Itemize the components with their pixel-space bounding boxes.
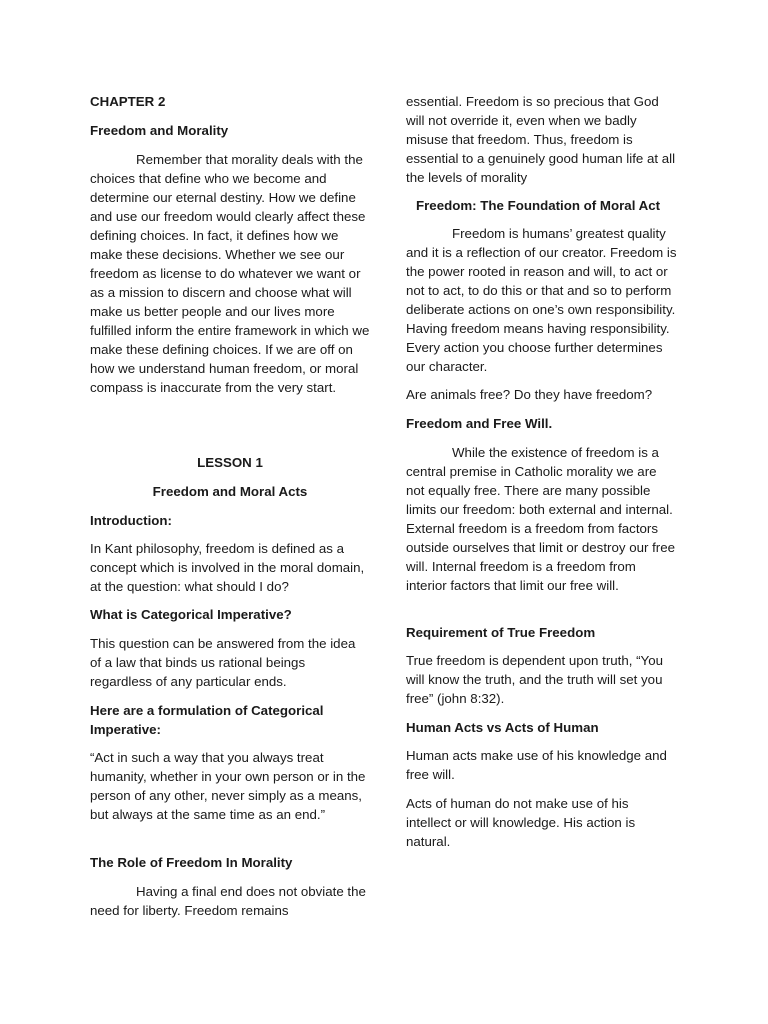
freewill-heading: Freedom and Free Will. bbox=[406, 416, 553, 431]
lesson-label: LESSON 1 bbox=[197, 455, 263, 470]
intro-paragraph: Remember that morality deals with the choices that define who we become and determine our eternal destiny. How we define and use our freedom would clearly affect these defining choices. In fact, it defines how we make these decisions. Whether we see our freedom as license to do whatever we want or as a mission to discern and choose what will make us better people and our lives more fulfilled inform the entire framework in which we make these defining choices. If we are off on how we understand human freedom, or moral compass is inaccurate from the very start. bbox=[90, 152, 370, 395]
foundation-text: Freedom is humans’ greatest quality and it is a reflection of our creator. Freedom is the power rooted in reason and will, to act or not to act, to do this or that and so to perform deliberate actions on one’s own responsibility. Having freedom means having responsibility. Every action you choose further determines our character. bbox=[406, 226, 677, 374]
animals-question: Are animals free? Do they have freedom? bbox=[406, 387, 653, 402]
requirement-heading: Requirement of True Freedom bbox=[406, 625, 596, 640]
acts-of-human-text: Acts of human do not make use of his intellect or will knowledge. His action is natural. bbox=[406, 796, 636, 849]
role-text: Having a final end does not obviate the need for liberty. Freedom remains bbox=[90, 884, 366, 918]
lesson-title: Freedom and Moral Acts bbox=[152, 484, 308, 499]
human-acts-text: Human acts make use of his knowledge and free will. bbox=[406, 748, 667, 782]
categorical-text: This question can be answered from the idea of a law that binds us rational beings regardless of any particular ends. bbox=[90, 636, 356, 689]
role-heading: The Role of Freedom In Morality bbox=[90, 855, 293, 870]
chapter-label: CHAPTER 2 bbox=[90, 94, 166, 109]
introduction-text: In Kant philosophy, freedom is defined as a concept which is involved in the moral domain, at the question: what should I do? bbox=[90, 541, 365, 594]
categorical-heading: What is Categorical Imperative? bbox=[90, 607, 292, 622]
continued-text: essential. Freedom is so precious that God will not override it, even when we badly misuse that freedom. Thus, freedom is essential to a genuinely good human life at all the levels of morality bbox=[406, 94, 676, 185]
formulation-heading: Here are a formulation of Categorical Imperative: bbox=[90, 703, 324, 737]
freewill-text: While the existence of freedom is a central premise in Catholic morality we are not equally free. There are many possible limits our freedom: both external and internal. External freedom is a freedom from factors outside ourselves that limit or destroy our free will. Internal freedom is a freedom from interior factors that limit our free will. bbox=[406, 445, 676, 593]
chapter-title: Freedom and Morality bbox=[90, 123, 229, 138]
formulation-quote: “Act in such a way that you always treat humanity, whether in your own person or in the person of any other, never simply as a means, but always at the same time as an end.” bbox=[90, 750, 366, 822]
foundation-heading: Freedom: The Foundation of Moral Act bbox=[416, 198, 661, 213]
introduction-heading: Introduction: bbox=[90, 513, 172, 528]
requirement-text: True freedom is dependent upon truth, “You will know the truth, and the truth will set you free” (john 8:32). bbox=[406, 653, 663, 706]
human-acts-heading: Human Acts vs Acts of Human bbox=[406, 720, 599, 735]
